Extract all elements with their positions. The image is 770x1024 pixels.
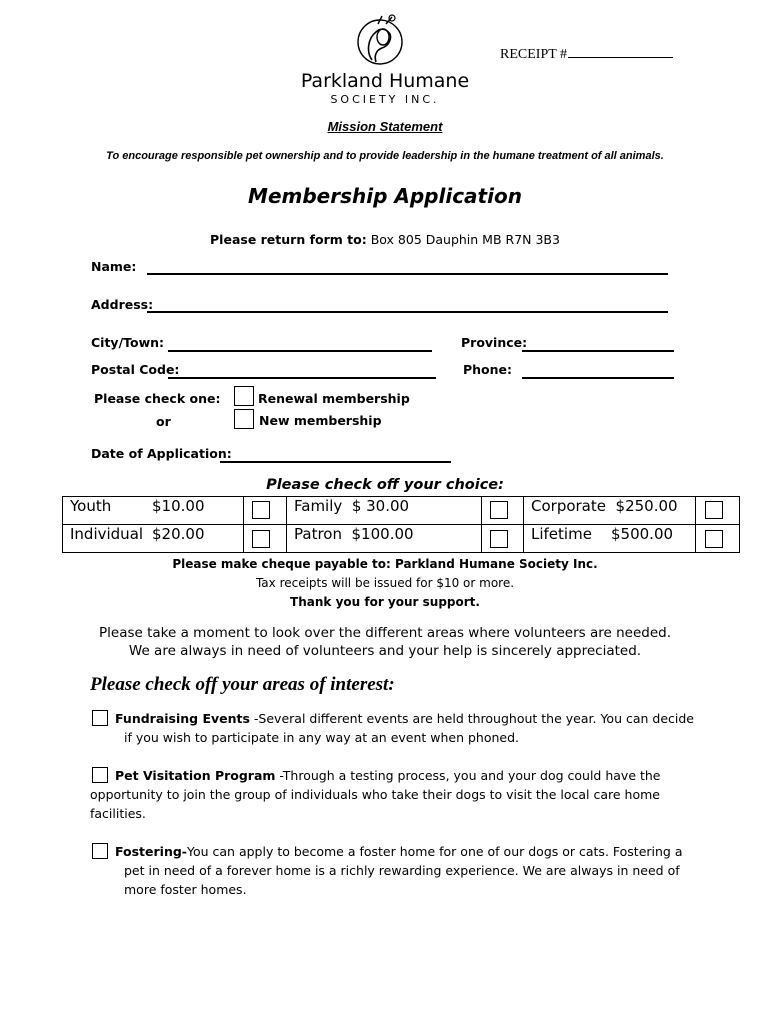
choice-name: Family [294, 497, 343, 515]
choice-box-cell [482, 525, 524, 553]
choice-name: Patron [294, 525, 342, 543]
fundraising-checkbox[interactable] [92, 710, 108, 726]
choice-cell [524, 497, 696, 525]
fostering-line2: pet in need of a forever home is a richly rewarding experience. We are always in need of [124, 863, 680, 878]
youth-checkbox[interactable] [252, 501, 270, 519]
org-name: Parkland Humane [300, 70, 470, 92]
or-label: or [156, 414, 171, 429]
logo [352, 10, 412, 70]
receipt-label [500, 47, 673, 63]
mission-title: Mission Statement [327, 119, 443, 134]
province-label: Province: [461, 335, 528, 350]
choice-box-cell [482, 497, 524, 525]
pet-visitation-checkbox[interactable] [92, 767, 108, 783]
fundraising-text: -Several different events are held throughout the year. You can decide [249, 711, 695, 726]
check-one-label: Please check one: [94, 391, 221, 406]
membership-choices-table [62, 496, 740, 553]
new-checkbox[interactable] [234, 409, 254, 429]
fostering-line1 [115, 844, 683, 859]
name-field[interactable] [147, 273, 668, 275]
choices-table [62, 496, 740, 553]
interest-title: Please check off your areas of interest: [90, 674, 395, 695]
choice-price: $20.00 [152, 525, 205, 543]
form-title: Membership Application [248, 184, 522, 208]
choice-cell [524, 525, 696, 553]
city-field[interactable] [168, 350, 432, 352]
choice-cell [287, 497, 482, 525]
province-field[interactable] [522, 350, 674, 352]
tax-receipts: Tax receipts will be issued for $10 or more. [255, 576, 515, 590]
fundraising-line2: if you wish to participate in any way at an event when phoned. [124, 730, 520, 745]
patron-checkbox[interactable] [490, 530, 508, 548]
pet-visitation-text: -Through a testing process, you and your dog could have the [275, 768, 661, 783]
fostering-checkbox[interactable] [92, 843, 108, 859]
choice-name: Youth [70, 497, 112, 515]
choices-title: Please check off your choice: [266, 477, 504, 493]
choice-price: $10.00 [152, 497, 205, 515]
address-label: Address: [91, 297, 154, 312]
receipt-text: RECEIPT # [500, 47, 568, 62]
return-address [0, 232, 770, 247]
address-field[interactable] [147, 311, 668, 313]
choice-cell [63, 497, 244, 525]
cheque-payable: Please make cheque payable to: Parkland Humane Society Inc. [172, 557, 598, 571]
name-label: Name: [91, 259, 137, 274]
choice-box-cell [244, 497, 287, 525]
phone-field[interactable] [522, 377, 674, 379]
postal-label: Postal Code: [91, 362, 180, 377]
pet-visitation-title: Pet Visitation Program [115, 768, 276, 783]
choice-name: Individual [70, 525, 144, 543]
choice-price: $250.00 [615, 497, 678, 515]
choice-box-cell [244, 525, 287, 553]
postal-field[interactable] [168, 377, 436, 379]
return-label: Please return form to: [210, 232, 367, 247]
pet-visitation-line3: facilities. [90, 806, 146, 821]
fundraising-line1 [115, 711, 694, 726]
org-sub: SOCIETY INC. [330, 93, 440, 106]
renewal-label: Renewal membership [258, 391, 410, 406]
family-checkbox[interactable] [490, 501, 508, 519]
pet-visitation-line1 [115, 768, 661, 783]
phone-label: Phone: [463, 362, 513, 377]
choice-price: $ 30.00 [351, 497, 410, 515]
individual-checkbox[interactable] [252, 530, 270, 548]
corporate-checkbox[interactable] [705, 501, 723, 519]
choice-name: Lifetime [531, 525, 592, 543]
renewal-checkbox[interactable] [234, 386, 254, 406]
choice-name: Corporate [531, 497, 606, 515]
fundraising-title: Fundraising Events [115, 711, 250, 726]
choice-price: $500.00 [611, 525, 674, 543]
thank-you: Thank you for your support. [290, 595, 480, 609]
fostering-text: You can apply to become a foster home for one of our dogs or cats. Fostering a [187, 844, 683, 859]
volunteer-intro-2: We are always in need of volunteers and your help is sincerely appreciated. [128, 643, 642, 659]
date-field[interactable] [220, 461, 451, 463]
return-address-text: Box 805 Dauphin MB R7N 3B3 [370, 232, 560, 247]
choice-row [63, 525, 740, 553]
new-label: New membership [259, 413, 382, 428]
mission-text: To encourage responsible pet ownership and to provide leadership in the humane treatment of all animals. [106, 150, 664, 162]
choice-price: $100.00 [351, 525, 414, 543]
choice-cell [287, 525, 482, 553]
choice-row [63, 497, 740, 525]
pet-visitation-line2: opportunity to join the group of individuals who take their dogs to visit the local care home [90, 787, 660, 802]
animal-logo-icon [352, 10, 412, 70]
volunteer-intro-1: Please take a moment to look over the different areas where volunteers are needed. [99, 625, 671, 641]
fostering-line3: more foster homes. [124, 882, 247, 897]
choice-cell [63, 525, 244, 553]
choice-box-cell [696, 525, 740, 553]
fostering-title: Fostering- [115, 844, 187, 859]
choice-box-cell [696, 497, 740, 525]
date-label: Date of Application: [91, 446, 232, 461]
city-label: City/Town: [91, 335, 165, 350]
lifetime-checkbox[interactable] [705, 530, 723, 548]
